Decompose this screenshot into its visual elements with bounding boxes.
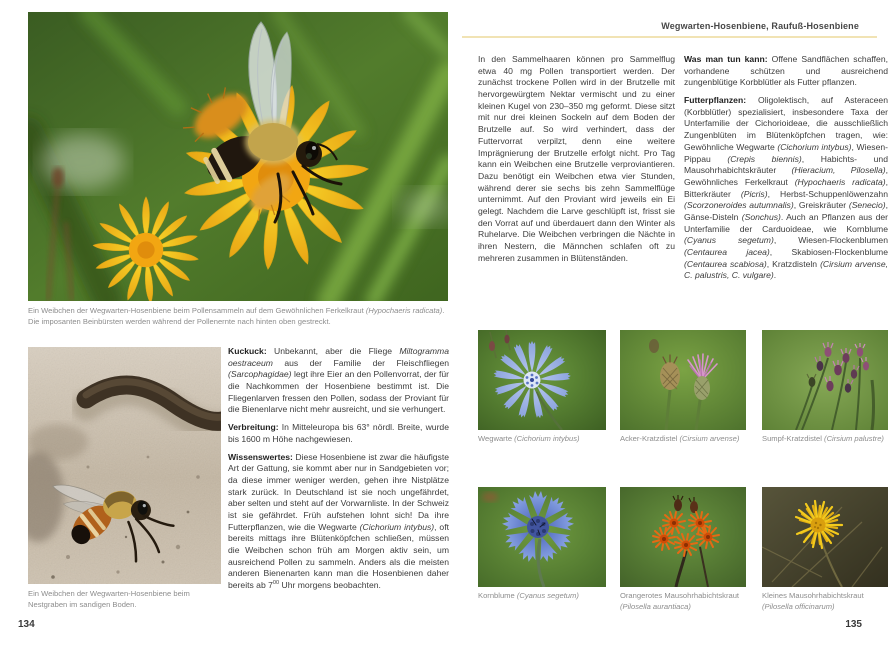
- paragraph-wissenswertes: Wissenswertes: Diese Hosenbiene ist zwar die häufigste Art der Gattung, sie kommt aber nur in Sandgebieten vor; da diese immer weniger werden, gehen ihre Nistplätze stark zurück. In Deutschland ist sie noch ungefährdet, aber selten und steht auf der Vorwarnliste. In der Schweiz ist sie gefährdet. Früh aufstehen lohnt sich! Da ihre Futterpflanzen, wie die Wegwarte (Cichorium intybus), oft bereits mittags ihre Blütenköpfchen schließen, müssen die Weibchen schon früh am Morgen aktiv sein, um ausreichend Pollen zu sammeln. Anders als die meisten anderen Bienenarten kann man die Hosenbienen daher bereits ab $7^{00}$ Uhr morgens beobachten.: [228, 451, 449, 591]
- paragraph-kuckuck: Kuckuck: Unbekannt, aber die Fliege Miltogramma oestraceum aus der Familie der Fleischfliegen (Sarcophagidae) legt ihre Eier an den Pollenvorrat, der für die Nachkommen der Hosenbiene bestimmt ist. Die Fliegenlarven fressen den Pollen, sodass der Proviant für die Bienenlarve nicht mehr ausreicht, und sie verhungert.: [228, 346, 449, 415]
- photo-acker-kratzdistel: [620, 330, 746, 430]
- grid-item-acker-kratzdistel: [620, 330, 746, 445]
- photo-wegwarte: [478, 330, 606, 430]
- paragraph-verbreitung: Verbreitung: In Mitteleuropa bis 63° nördl. Breite, wurde bis 1600 m Höhe nachgewiesen.: [228, 422, 449, 444]
- photo-sumpf-kratzdistel: [762, 330, 888, 430]
- photo-kleines-habichtskraut: [762, 487, 888, 587]
- grid-caption-kleines-habichtskraut: Kleines Mausohrhabichtskraut (Pilosella officinarum): [762, 591, 864, 611]
- page-number-left: 134: [18, 619, 35, 630]
- grid-caption-wegwarte: Wegwarte (Cichorium intybus): [478, 434, 580, 443]
- left-page-text-column: [228, 346, 449, 598]
- grid-caption-kornblume: Kornblume (Cyanus segetum): [478, 591, 579, 600]
- grid-item-orange-habichtskraut: [620, 487, 746, 612]
- grid-item-wegwarte: [478, 330, 606, 445]
- paragraph-was-man-tun-kann: Was man tun kann: Offene Sandflächen schaffen, vorhandene schützen und ausreichend zungenblütige Korbblütler als Futter pflanzen.: [684, 54, 888, 88]
- paragraph-futterpflanzen: Futterpflanzen: Oligolektisch, auf Asteraceen (Korbblütler) spezialisiert, insbesondere Taxa der Unterfamilie der Cichorioideae, die ausschließlich Zungenblüten im Blütenköpfchen tragen, wie: Gewöhnliche Wegwarte (Cichorium intybus), Wiesen-Pippau (Crepis biennis), Habichts- und Mausohrhabichtskräuter (Hieracium, Pilosella), Gewöhnliches Ferkelkraut (Hypochaeris radicata), Bitterkräuter (Picris), Herbst-Schuppenlöwenzahn (Scorzoneroides autumnalis), Greiskräuter (Senecio), Gänse-Disteln (Sonchus). Auch an Pflanzen aus der Unterfamilie der Carduoideae, wie Kornblume (Cyanus segetum), Wiesen-Flockenblumen (Centaurea jacea), Skabiosen-Flockenblume (Centaurea scabiosa), Kratzdisteln (Cirsium arvense, C. palustris, C. vulgare).: [684, 95, 888, 281]
- photo-orange-habichtskraut: [620, 487, 746, 587]
- photo-bee-pollen-collecting: [28, 12, 448, 301]
- grid-caption-orange-habichtskraut: Orangerotes Mausohrhabichtskraut (Pilosella aurantiaca): [620, 591, 740, 611]
- grid-item-sumpf-kratzdistel: [762, 330, 888, 445]
- right-page-column-2: [684, 54, 888, 288]
- grid-caption-acker-kratzdistel: Acker-Kratzdistel (Cirsium arvense): [620, 434, 740, 443]
- nest-photo-caption: Ein Weibchen der Wegwarten-Hosenbiene beim Nestgraben im sandigen Boden.: [28, 589, 190, 609]
- photo-kornblume: [478, 487, 606, 587]
- grid-item-kleines-habichtskraut: [762, 487, 888, 612]
- grid-caption-sumpf-kratzdistel: Sumpf-Kratzdistel (Cirsium palustre): [762, 434, 884, 443]
- grid-item-kornblume: [478, 487, 606, 602]
- photo-bee-nest-digging: [28, 347, 221, 584]
- paragraph-brutzelle: In den Sammelhaaren können pro Sammelflug etwa 40 mg Pollen transportiert werden. Der zunächst trockene Pollen wird in der Brutzelle mit hervorgewürgtem Nektar vermischt und zu einer kleinen Kugel von 230–350 mg geformt. Diese sitzt mit nur drei kleinen Sockeln auf dem Boden der Brutzelle auf. So wird verhindert, dass der Futtervorrat verpilzt, denn eine weitere Imprägnierung der Brutzelle erfolgt nicht. Pro Tag kann ein Weibchen eine Brutzelle verproviantieren. Dazu benötigt ein Weibchen etwa vier Stunden, während derer sie sechs bis zehn Sammelflüge unternimmt. Auf den Proviant wird jeweils ein Ei gelegt. Nachdem die Larve geschlüpft ist, frisst sie den Vorrat auf und überdauert dann den Winter als Ruhelarve. Die Weibchen verbringen die Nächte in ihren Nestern, die Männchen schlafen oft zu mehreren zusammen in Blütenständen.: [478, 54, 675, 263]
- main-photo-caption: Ein Weibchen der Wegwarten-Hosenbiene beim Pollensammeln auf dem Gewöhnlichen Ferkelkraut (Hypochaeris radicata). Die imposanten Beinbürsten werden während der Pollenernte nach hinten oben gestreckt.: [28, 306, 445, 326]
- page-number-right: 135: [845, 619, 862, 630]
- header-rule: [462, 36, 877, 38]
- page-header-title: Wegwarten-Hosenbiene, Raufuß-Hosenbiene: [661, 21, 859, 31]
- right-page-column-1: [478, 54, 675, 270]
